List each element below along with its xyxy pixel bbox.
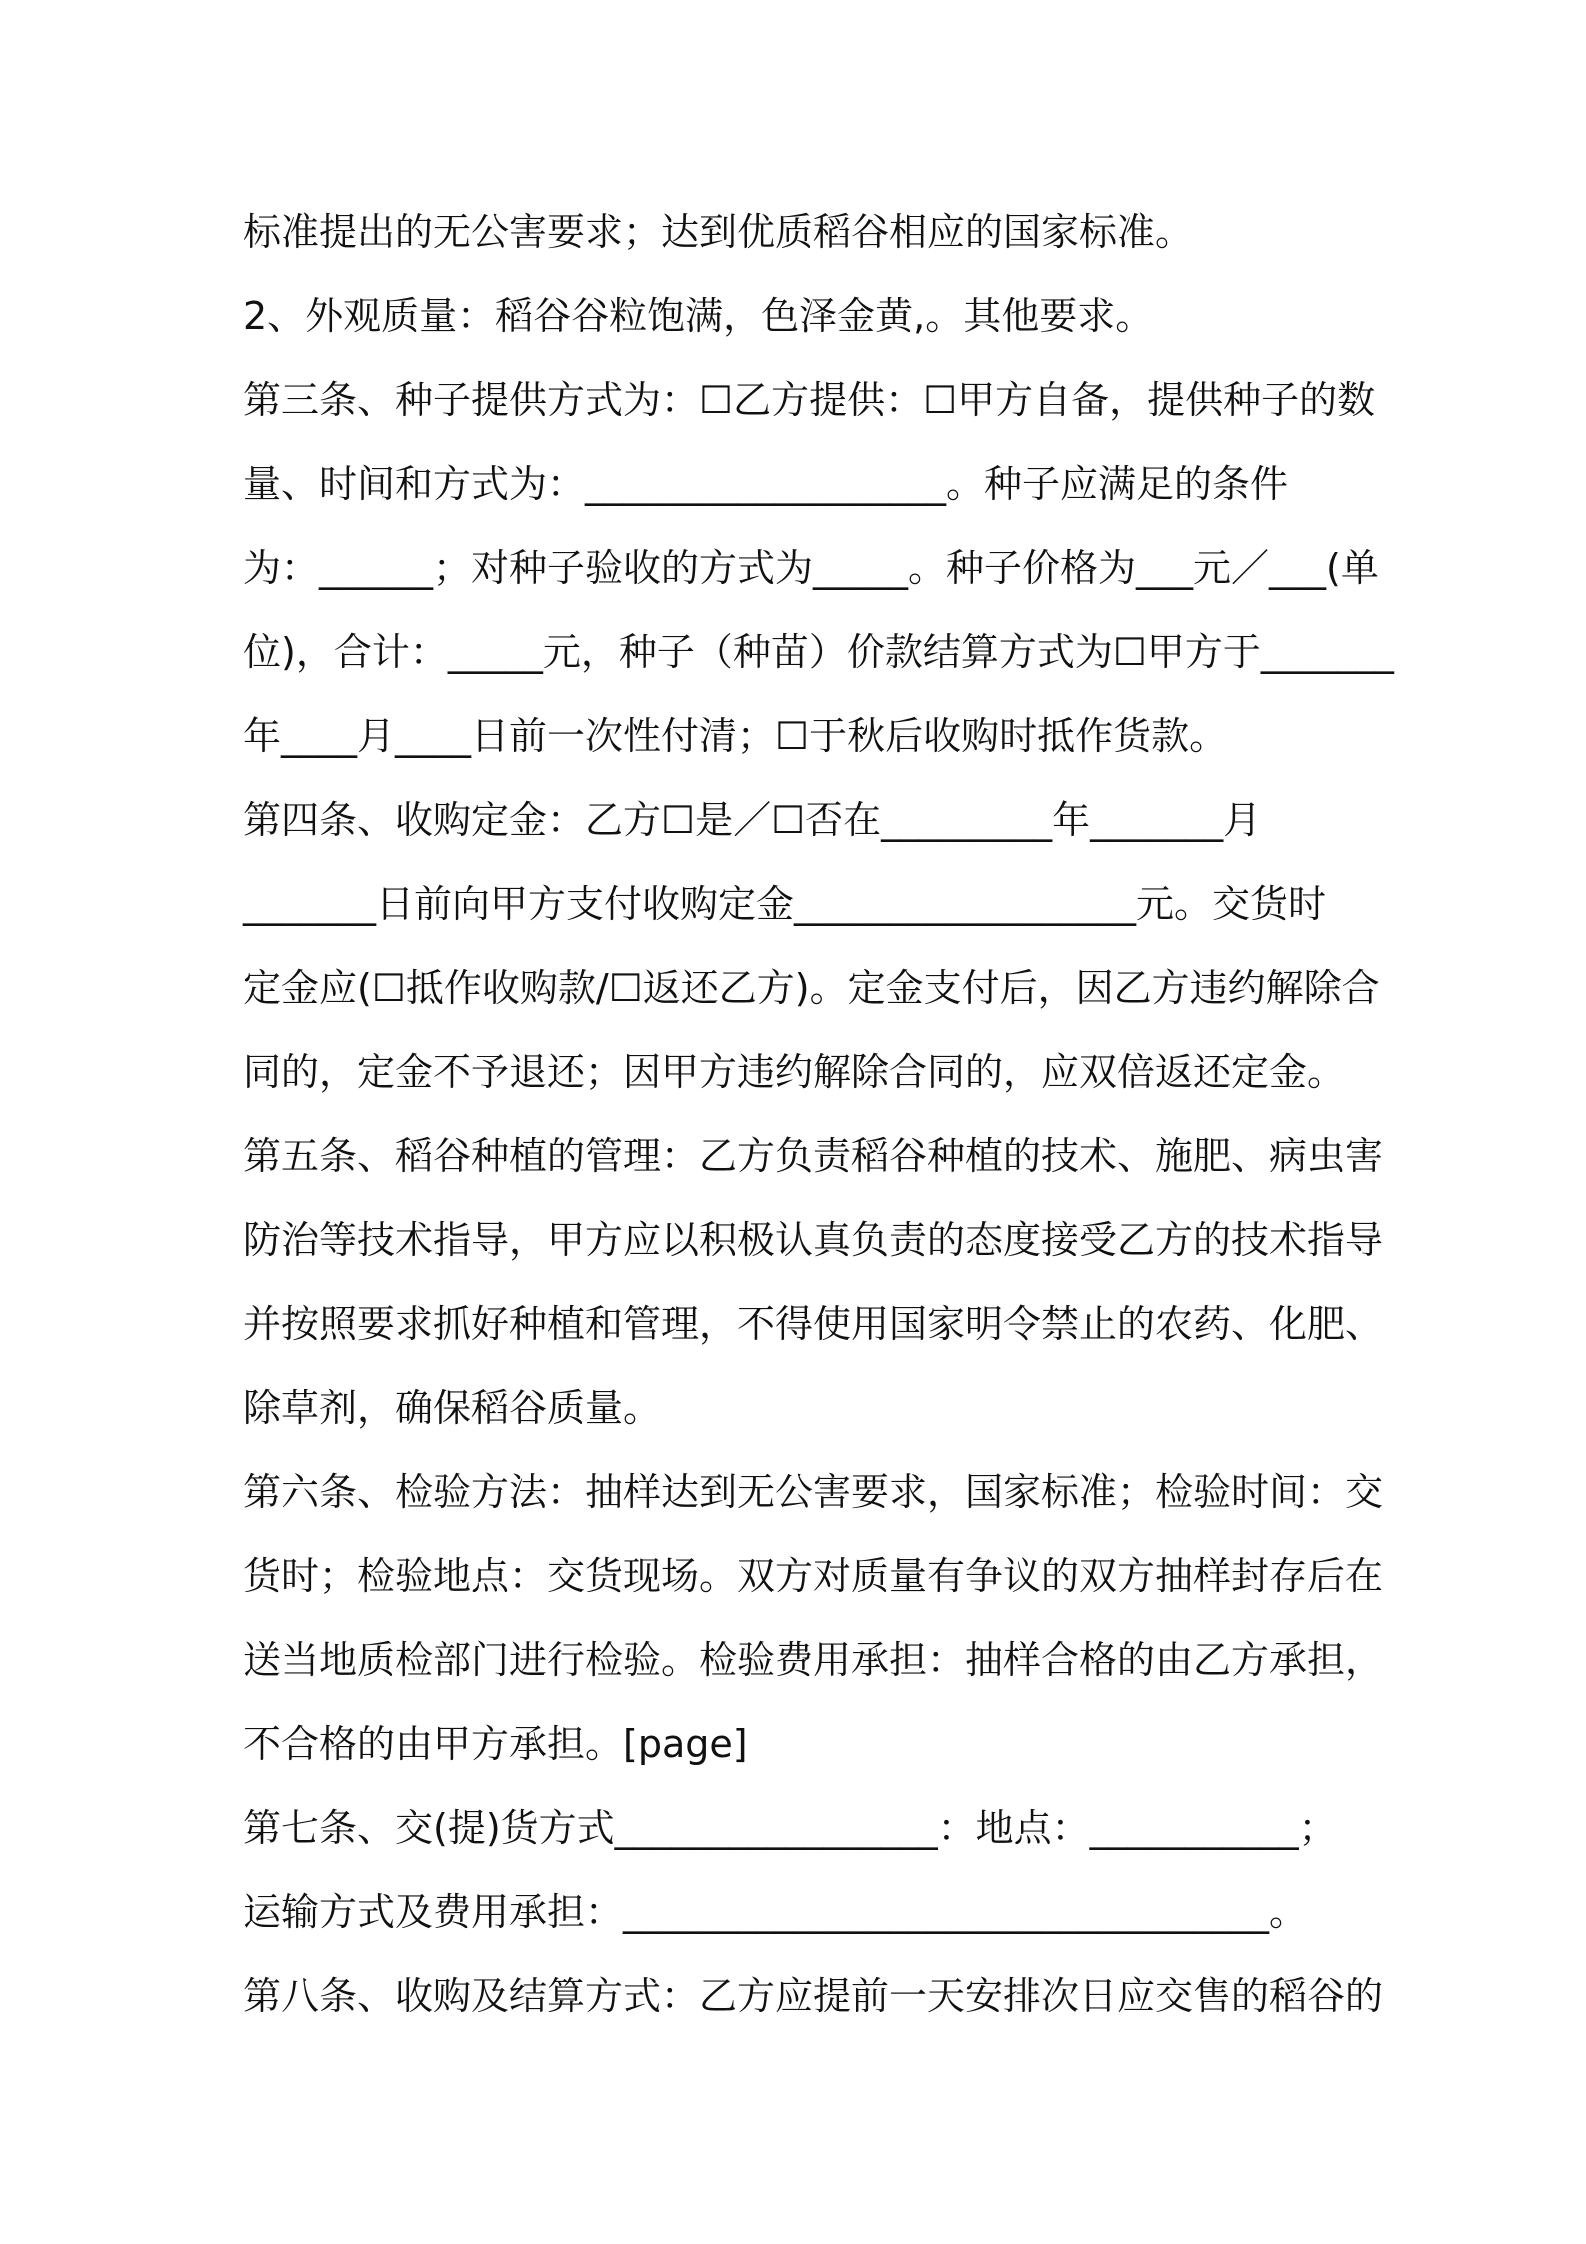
text-line: 为：______；对种子验收的方式为_____。种子价格为___元／___(单 — [243, 546, 1379, 590]
text-line: 标准提出的无公害要求；达到优质稻谷相应的国家标准。 — [243, 210, 1194, 254]
text-line: 并按照要求抓好种植和管理，不得使用国家明令禁止的农药、化肥、 — [243, 1302, 1384, 1346]
text-line: 第七条、交(提)货方式_________________：地点：___________； — [243, 1806, 1337, 1850]
contract-text-body — [243, 190, 1394, 2038]
text-line: 第六条、检验方法：抽样达到无公害要求，国家标准；检验时间：交 — [243, 1470, 1384, 1514]
text-line: 防治等技术指导，甲方应以积极认真负责的态度接受乙方的技术指导 — [243, 1218, 1384, 1262]
text-line: _______日前向甲方支付收购定金__________________元。交货时 — [243, 882, 1327, 926]
text-line: 定金应(☐抵作收购款/☐返还乙方)。定金支付后，因乙方违约解除合 — [243, 966, 1380, 1010]
text-line: 年____月____日前一次性付清；☐于秋后收购时抵作货款。 — [243, 714, 1228, 758]
text-line: 送当地质检部门进行检验。检验费用承担：抽样合格的由乙方承担， — [243, 1638, 1384, 1682]
text-line: 除草剂，确保稻谷质量。 — [243, 1386, 662, 1430]
text-line: 货时；检验地点：交货现场。双方对质量有争议的双方抽样封存后在 — [243, 1554, 1384, 1598]
text-line: 位)，合计：_____元，种子（种苗）价款结算方式为☐甲方于_______ — [243, 630, 1394, 674]
text-line: 运输方式及费用承担：__________________________________。 — [243, 1890, 1308, 1934]
text-line: 第四条、收购定金：乙方☐是／☐否在_________年_______月 — [243, 798, 1262, 842]
text-line: 第三条、种子提供方式为：☐乙方提供：☐甲方自备，提供种子的数 — [243, 378, 1376, 422]
text-line: 第八条、收购及结算方式：乙方应提前一天安排次日应交售的稻谷的 — [243, 1974, 1384, 2018]
text-line: 不合格的由甲方承担。[page] — [243, 1722, 748, 1766]
text-line: 2、外观质量：稻谷谷粒饱满，色泽金黄,。其他要求。 — [243, 294, 1154, 338]
text-line: 量、时间和方式为：___________________。种子应满足的条件 — [243, 462, 1289, 506]
text-line: 第五条、稻谷种植的管理：乙方负责稻谷种植的技术、施肥、病虫害 — [243, 1134, 1384, 1178]
text-line: 同的，定金不予退还；因甲方违约解除合同的，应双倍返还定金。 — [243, 1050, 1346, 1094]
